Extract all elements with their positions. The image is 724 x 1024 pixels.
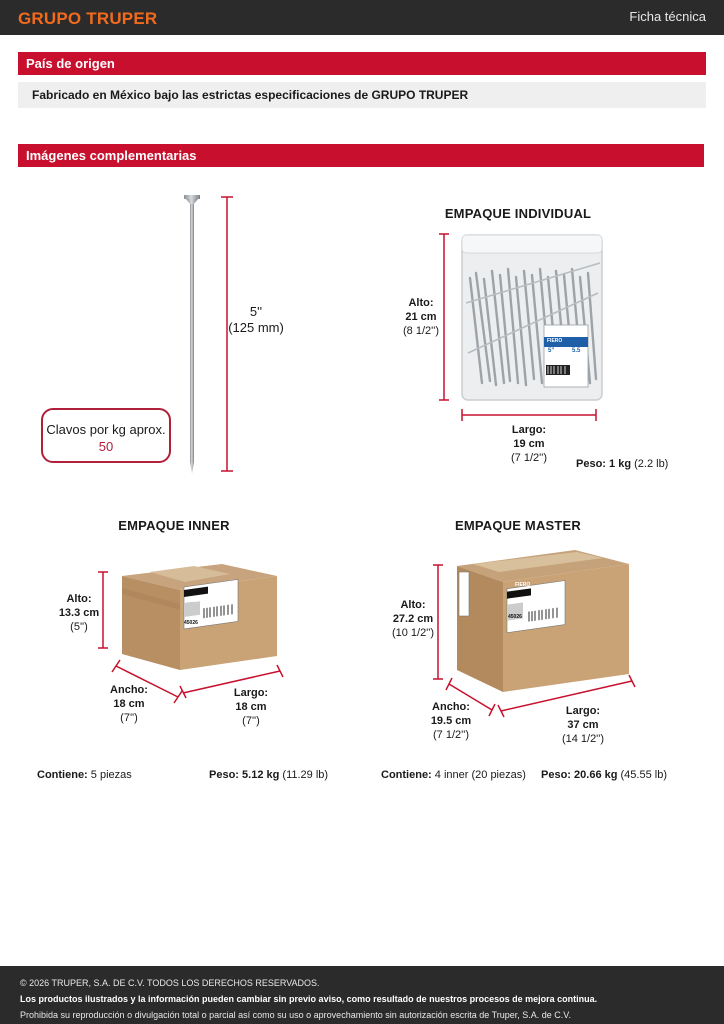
inner-contents-label: Contiene: xyxy=(37,769,88,781)
document-type: Ficha técnica xyxy=(629,9,706,24)
inner-ancho xyxy=(104,683,154,725)
nail-size xyxy=(226,304,286,336)
master-alto-label: Alto: xyxy=(400,599,426,611)
bag-label-brand: FIERO xyxy=(547,338,563,344)
inner-weight xyxy=(209,769,328,781)
inner-contents xyxy=(37,769,132,781)
master-contents xyxy=(381,769,526,781)
inner-box-label-code: 45026 xyxy=(184,620,198,626)
inner-alto-label: Alto: xyxy=(66,593,92,605)
master-largo-in: (14 1/2'') xyxy=(561,733,605,745)
images-section-title: Imágenes complementarias xyxy=(18,144,704,167)
individual-weight-value: 1 kg xyxy=(609,458,632,470)
inner-ancho-cm: 18 cm xyxy=(113,698,145,710)
individual-largo xyxy=(498,423,560,465)
individual-largo-label: Largo: xyxy=(511,424,547,436)
inner-ancho-in: (7'') xyxy=(120,712,138,724)
master-box-label-code: 45026 xyxy=(508,614,522,620)
origin-text: Fabricado en México bajo las estrictas especificaciones de GRUPO TRUPER xyxy=(18,82,706,108)
individual-largo-dimension xyxy=(461,409,597,421)
master-ancho-cm: 19.5 cm xyxy=(430,715,472,727)
individual-weight xyxy=(576,458,668,470)
nails-per-kg-value: 50 xyxy=(98,439,114,454)
master-weight-label: Peso: xyxy=(541,769,571,781)
nail-size-mm: (125 mm) xyxy=(228,320,284,335)
inner-largo-cm: 18 cm xyxy=(235,701,267,713)
master-alto-in: (10 1/2'') xyxy=(391,627,435,639)
individual-alto-label: Alto: xyxy=(408,297,434,309)
footer xyxy=(0,966,724,1024)
master-box-label-brand: FIERO xyxy=(515,582,531,588)
inner-weight-label: Peso: xyxy=(209,769,239,781)
individual-largo-in: (7 1/2'') xyxy=(511,452,547,464)
master-box-illustration xyxy=(455,548,631,694)
inner-alto xyxy=(56,592,102,634)
individual-package-title: EMPAQUE INDIVIDUAL xyxy=(444,206,592,221)
master-largo-label: Largo: xyxy=(565,705,601,717)
master-contents-value: 4 inner (20 piezas) xyxy=(434,769,526,781)
master-ancho xyxy=(424,700,478,742)
master-ancho-in: (7 1/2'') xyxy=(433,729,469,741)
master-package-title: EMPAQUE MASTER xyxy=(454,518,582,533)
individual-alto xyxy=(395,296,447,338)
master-ancho-label: Ancho: xyxy=(432,701,470,713)
inner-largo-label: Largo: xyxy=(233,687,269,699)
inner-box-illustration xyxy=(120,562,280,672)
origin-section-title: País de origen xyxy=(18,52,706,75)
footer-copyright: © 2026 TRUPER, S.A. DE C.V. TODOS LOS DERECHOS RESERVADOS. xyxy=(20,978,320,988)
nails-per-kg-box xyxy=(41,408,171,463)
master-largo-cm: 37 cm xyxy=(567,719,599,731)
individual-weight-label: Peso: xyxy=(576,458,606,470)
nails-per-kg-label: Clavos por kg aprox. xyxy=(46,422,166,437)
individual-alto-cm: 21 cm xyxy=(405,311,437,323)
inner-ancho-label: Ancho: xyxy=(110,684,148,696)
individual-weight-lb: (2.2 lb) xyxy=(634,458,669,470)
footer-notice: Los productos ilustrados y la información pueden cambiar sin previo aviso, como resultado de nuestros procesos de mejora continua. xyxy=(20,994,598,1004)
inner-largo-in: (7'') xyxy=(242,715,260,727)
master-weight-lb: (45.55 lb) xyxy=(620,769,667,781)
bag-label-size: 5" xyxy=(548,348,555,354)
individual-alto-in: (8 1/2'') xyxy=(403,325,439,337)
inner-alto-cm: 13.3 cm xyxy=(58,607,100,619)
brand-logo: GRUPO TRUPER xyxy=(18,9,158,28)
master-weight-value: 20.66 kg xyxy=(574,769,618,781)
individual-bag-illustration xyxy=(460,233,605,403)
inner-box-label-brand: FIERO xyxy=(189,598,205,604)
inner-weight-value: 5.12 kg xyxy=(242,769,280,781)
master-weight xyxy=(541,769,667,781)
inner-alto-in: (5'') xyxy=(70,621,88,633)
master-largo xyxy=(554,704,612,746)
master-contents-label: Contiene: xyxy=(381,769,432,781)
inner-largo xyxy=(226,686,276,728)
inner-package-title: EMPAQUE INNER xyxy=(118,518,230,533)
master-alto xyxy=(386,598,440,640)
nail-size-inches: 5'' xyxy=(249,304,263,319)
master-alto-cm: 27.2 cm xyxy=(392,613,434,625)
individual-largo-cm: 19 cm xyxy=(513,438,545,450)
bag-label-number: 5.5 xyxy=(572,348,581,354)
header-bar xyxy=(0,0,724,35)
nail-illustration xyxy=(182,192,202,482)
inner-weight-lb: (11.29 lb) xyxy=(282,769,329,781)
inner-contents-value: 5 piezas xyxy=(90,769,132,781)
footer-prohibition: Prohibida su reproducción o divulgación total o parcial así como su uso o aprovechamiento sin autorización escrita de Truper, S.A. de C.V. xyxy=(20,1010,571,1020)
